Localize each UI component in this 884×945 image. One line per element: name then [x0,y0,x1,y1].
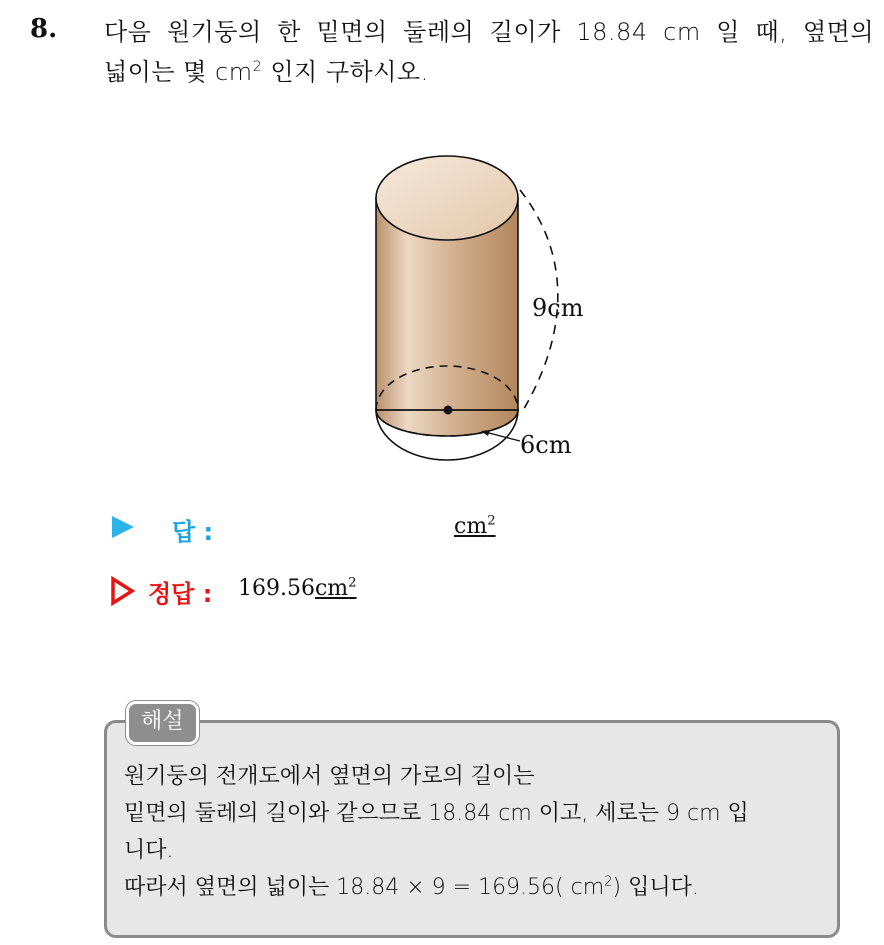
question-line-2-text: 넓이는 몇 cm [104,58,253,86]
solution-unit-exponent: 2 [348,575,357,591]
explanation-text [124,758,824,906]
solution-label: 정답 : [148,580,213,608]
explanation-unit-exponent: 2 [604,874,613,890]
question-number: 8. [30,14,58,44]
outline-play-icon [110,576,136,606]
diameter-label: 6cm [520,431,572,459]
question-unit-exponent: 2 [252,59,263,75]
cylinder-top-face [376,156,518,240]
explanation-line-2: 밑면의 둘레의 길이와 같으므로 18.84 cm 이고, 세로는 9 cm 입 [124,801,749,826]
answer-unit [454,514,496,539]
explanation-tab: 해설 [126,701,199,745]
answer-unit-text: cm [454,514,488,539]
explanation-line-4-end: ) 입니다. [612,875,699,900]
center-point [444,406,453,415]
answer-label: 답 : [172,518,214,546]
solution-number: 169.56 [238,576,315,601]
answer-row [110,510,530,550]
solution-unit [315,576,357,601]
answer-unit-exponent: 2 [487,513,496,529]
question-line-2-end: 인지 구하시오. [262,58,429,86]
explanation-line-3: 니다. [124,838,174,863]
diameter-pointer [485,432,520,441]
play-icon [112,516,134,538]
height-label: 9cm [532,294,584,322]
solution-row [110,572,510,612]
question-line-1: 다음 원기둥의 한 밑면의 둘레의 길이가 18.84 cm 일 때, 옆면의 [104,18,874,46]
solution-value [238,576,357,601]
solution-unit-text: cm [314,576,349,601]
explanation-line-4 [124,869,824,906]
explanation-line-1: 원기둥의 전개도에서 옆면의 가로의 길이는 [124,764,535,789]
explanation-line-4-text: 따라서 옆면의 넓이는 18.84 × 9 = 169.56( cm [124,875,605,900]
